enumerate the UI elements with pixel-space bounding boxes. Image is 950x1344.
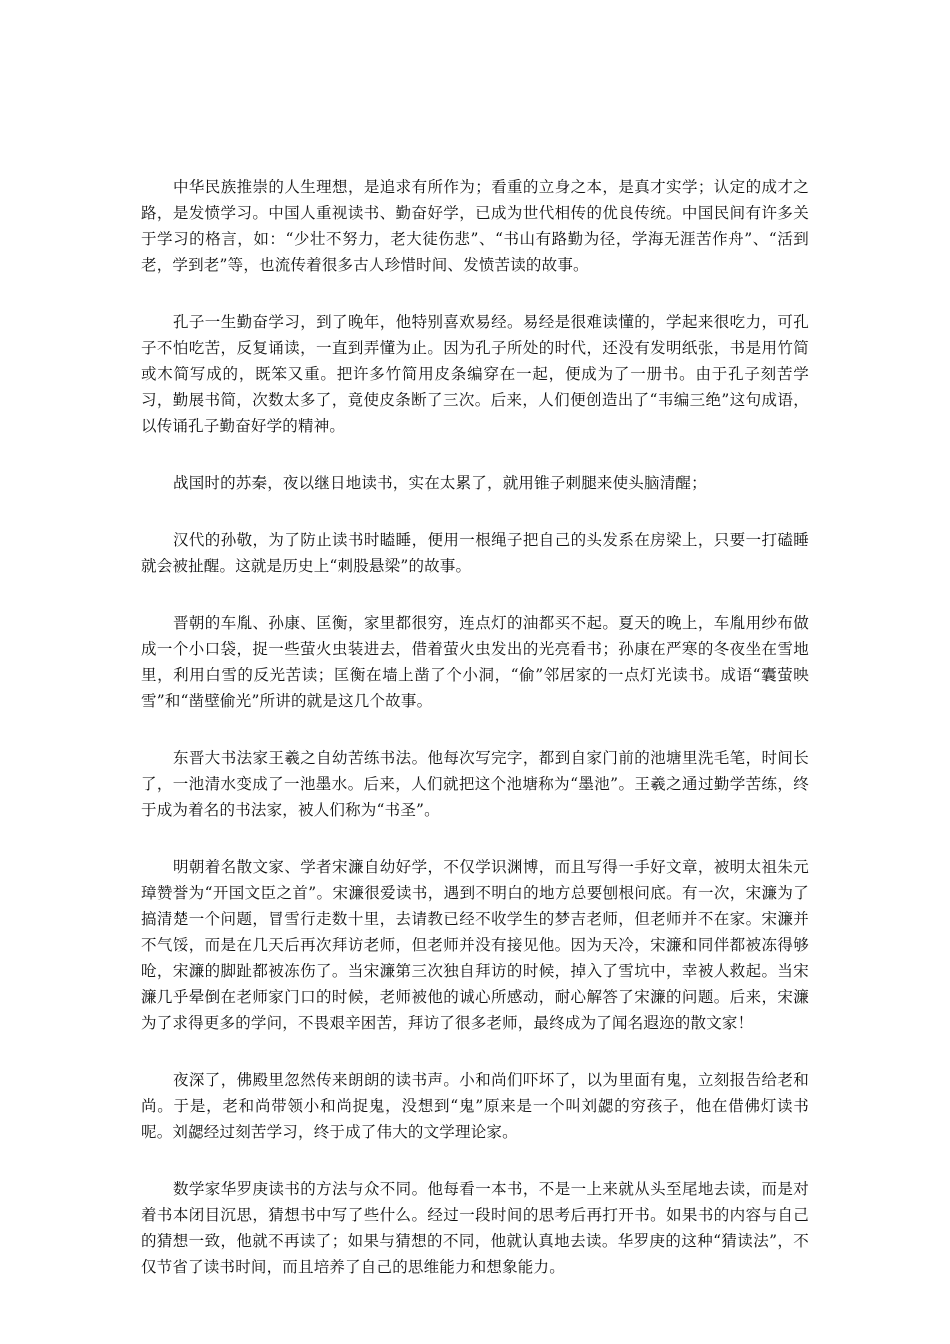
paragraph-song-lian: 明朝着名散文家、学者宋濂自幼好学，不仅学识渊博，而且写得一手好文章，被明太祖朱元璋赞誉为“开国文臣之首”。宋濂很爱读书，遇到不明白的地方总要刨根问底。有一次，宋濂为了搞清楚一个问题，冒雪行走数十里，去请教已经不收学生的梦吉老师，但老师并不在家。宋濂并不气馁，而是在几天后再次拜访老师，但老师并没有接见他。因为天冷，宋濂和同伴都被冻得够呛，宋濂的脚趾都被冻伤了。当宋濂第三次独自拜访的时候，掉入了雪坑中，幸被人救起。当宋濂几乎晕倒在老师家门口的时候，老师被他的诚心所感动，耐心解答了宋濂的问题。后来，宋濂为了求得更多的学问，不畏艰辛困苦，拜访了很多老师，最终成为了闻名遐迩的散文家！ (141, 858, 809, 1032)
paragraph-su-qin: 战国时的苏秦，夜以继日地读书，实在太累了，就用锥子刺腿来使头脑清醒； (173, 474, 707, 492)
paragraph-confucius: 孔子一生勤奋学习，到了晚年，他特别喜欢易经。易经是很难读懂的，学起来很吃力，可孔子不怕吃苦，反复诵读，一直到弄懂为止。因为孔子所处的时代，还没有发明纸张，书是用竹简或木简写成的，既笨又重。把许多竹简用皮条编穿在一起，便成为了一册书。由于孔子刻苦学习，勤展书简，次数太多了，竟使皮条断了三次。后来，人们便创造出了“韦编三绝”这句成语，以传诵孔子勤奋好学的精神。 (141, 313, 809, 435)
paragraph-intro: 中华民族推崇的人生理想，是追求有所作为；看重的立身之本，是真才实学；认定的成才之路，是发愤学习。中国人重视读书、勤奋好学，已成为世代相传的优良传统。中国民间有许多关于学习的格言，如：“少壮不努力，老大徒伤悲”、“书山有路勤为径，学海无涯苦作舟”、“活到老，学到老”等，也流传着很多古人珍惜时间、发愤苦读的故事。 (141, 178, 809, 274)
paragraph-hua-luogeng: 数学家华罗庚读书的方法与众不同。他每看一本书，不是一上来就从头至尾地去读，而是对着书本闭目沉思，猜想书中写了些什么。经过一段时间的思考后再打开书。如果书的内容与自己的猜想一致，他就不再读了；如果与猜想的不同，他就认真地去读。华罗庚的这种“猜读法”，不仅节省了读书时间，而且培养了自己的思维能力和想象能力。 (141, 1180, 809, 1276)
paragraph-jin-dynasty: 晋朝的车胤、孙康、匡衡，家里都很穷，连点灯的油都买不起。夏天的晚上，车胤用纱布做成一个小口袋，捉一些萤火虫装进去，借着萤火虫发出的光亮看书；孙康在严寒的冬夜坐在雪地里，利用白雪的反光苦读；匡衡在墙上凿了个小洞，“偷”邻居家的一点灯光读书。成语“囊萤映雪”和“凿壁偷光”所讲的就是这几个故事。 (141, 614, 809, 710)
paragraph-sun-jing: 汉代的孙敬，为了防止读书时瞌睡，便用一根绳子把自己的头发系在房梁上，只要一打磕睡就会被扯醒。这就是历史上“刺股悬梁”的故事。 (141, 531, 809, 575)
document-body (141, 174, 809, 1311)
paragraph-wang-xizhi: 东晋大书法家王羲之自幼苦练书法。他每次写完字，都到自家门前的池塘里洗毛笔，时间长了，一池清水变成了一池墨水。后来，人们就把这个池塘称为“墨池”。王羲之通过勤学苦练，终于成为着名的书法家，被人们称为“书圣”。 (141, 749, 809, 819)
paragraph-liu-xie: 夜深了，佛殿里忽然传来朗朗的读书声。小和尚们吓坏了，以为里面有鬼，立刻报告给老和尚。于是，老和尚带领小和尚捉鬼，没想到“鬼”原来是一个叫刘勰的穷孩子，他在借佛灯读书呢。刘勰经过刻苦学习，终于成了伟大的文学理论家。 (141, 1071, 809, 1141)
